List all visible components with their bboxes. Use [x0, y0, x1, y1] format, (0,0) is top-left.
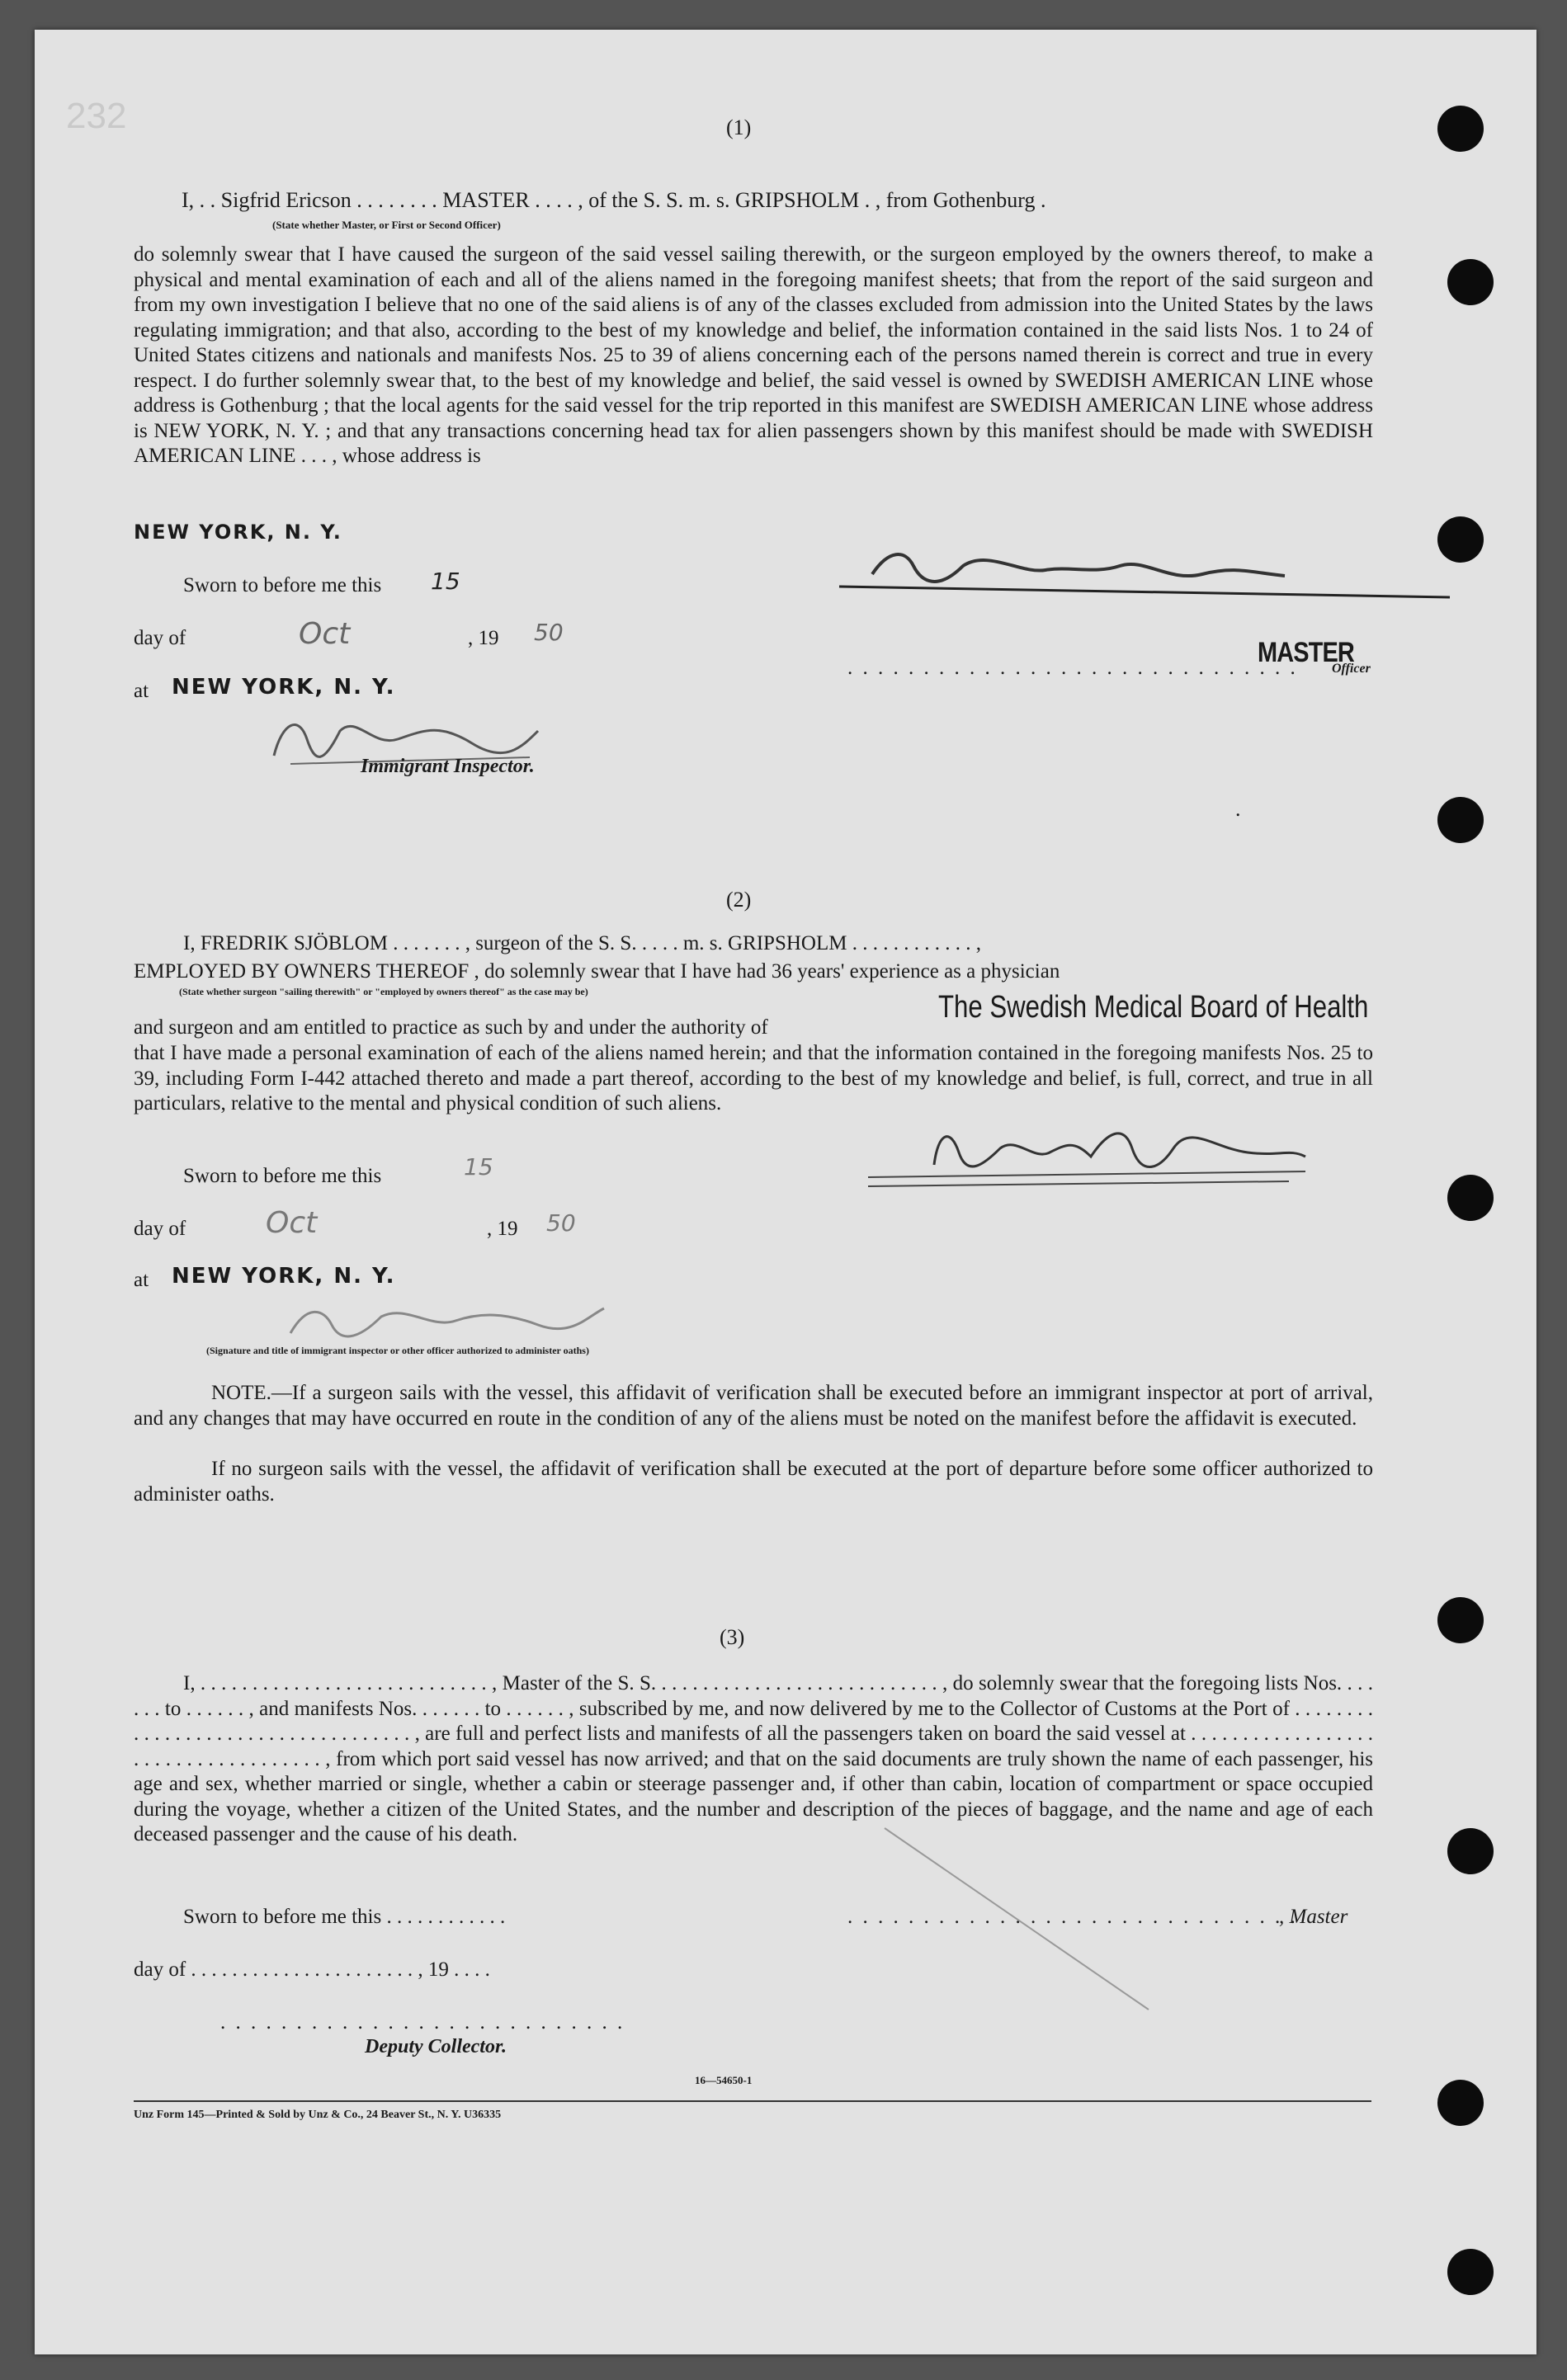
binder-hole [1447, 259, 1494, 305]
day-of-label: day of [134, 627, 186, 649]
at-place: NEW YORK, N. Y. [172, 675, 396, 700]
manifest-page [35, 30, 1536, 2354]
binder-hole [1437, 797, 1484, 843]
authority-line: and surgeon and am entitled to practice as such by and under the authority of [134, 1016, 768, 1039]
sworn-day: 15 [431, 568, 460, 595]
page-number: 232 [66, 96, 127, 136]
at-label: at [134, 1269, 149, 1291]
note-text-2: If no surgeon sails with the vessel, the affidavit of verification shall be executed at the port of departure before some officer authorized to administer oaths. [134, 1458, 1373, 1506]
inspector-signature [274, 1292, 621, 1350]
printer-footer: Unz Form 145—Printed & Sold by Unz & Co., 24 Beaver St., N. Y. U36335 [134, 2109, 502, 2121]
collector-label: Deputy Collector. [365, 2036, 507, 2057]
section-number: (1) [726, 115, 752, 139]
agent-address: NEW YORK, N. Y. [134, 521, 342, 544]
sworn-label: Sworn to before me this [183, 1165, 382, 1187]
sworn-label: Sworn to before me this [183, 574, 382, 596]
binder-hole [1447, 1175, 1494, 1221]
officer-label: Officer [1332, 662, 1371, 676]
day-of-label: day of [134, 1218, 186, 1240]
master-stamp: MASTER [1258, 637, 1354, 668]
collector-dotted: . . . . . . . . . . . . . . . . . . . . . . . . . . . [220, 2011, 625, 2034]
officer-note: (State whether Master, or First or Second Officer) [272, 219, 501, 231]
binder-hole [1437, 1597, 1484, 1643]
authority-name: The Swedish Medical Board of Health [938, 990, 1369, 1025]
year-prefix: , 19 [468, 627, 499, 649]
surgeon-oath-opening-a: I, FREDRIK SJÖBLOM . . . . . . . , surgeon of the S. S. . . . . m. s. GRIPSHOLM . . . . . . . . . . . . , [183, 932, 981, 954]
surgeon-note: (State whether surgeon "sailing therewith" or "employed by owners thereof" as the case may be) [179, 986, 588, 997]
sworn-label: Sworn to before me this . . . . . . . . . . . . [183, 1906, 506, 1928]
form-code: 16—54650-1 [695, 2074, 753, 2086]
year-prefix: , 19 [487, 1218, 518, 1240]
surgeon-oath-body: that I have made a personal examination of each of the aliens named herein; and that the information contained in the foregoing manifests Nos. 25 to 39, including Form I-442 attached thereto and made a part thereof, according to the best of my knowledge and belief, is full, correct, and true in all particulars, relative to the mental and physical condition of such aliens. [134, 1042, 1373, 1115]
sworn-day: 15 [464, 1153, 493, 1181]
footer-rule [134, 2100, 1371, 2102]
master-signature-dotted: . . . . . . . . . . . . . . . . . . . . . . . . . . . . . . [847, 657, 1298, 679]
master-oath-opening: I, . . Sigfrid Ericson . . . . . . . . MASTER . . . . , of the S. S. m. s. GRIPSHOLM . , from Gothenburg . [182, 188, 1046, 212]
binder-hole [1447, 2249, 1494, 2295]
year-suffix: 50 [534, 619, 564, 646]
binder-hole [1437, 106, 1484, 152]
surgeon-oath-opening-b: EMPLOYED BY OWNERS THEREOF , do solemnly swear that I have had 36 years' experience as a physician [134, 960, 1060, 983]
separator-dot: . [1235, 797, 1241, 821]
signature-note: (Signature and title of immigrant inspector or other officer authorized to administer oaths) [206, 1345, 589, 1356]
day-of-month: Oct [299, 617, 351, 651]
day-of-month: Oct [266, 1206, 318, 1240]
master-oath-body: do solemnly swear that I have caused the surgeon of the said vessel sailing therewith, or the surgeon employed by the owners thereof, to make a physical and mental examination of each and all of the aliens named in the foregoing manifest sheets; that from the report of the said surgeon and from my own investigation I believe that no one of the said aliens is of any of the classes excluded from admission into the United States by the laws regulating immigration; and that also, according to the best of my knowledge and belief, the information contained in the said lists Nos. 1 to 24 of United States citizens and nationals and manifests Nos. 25 to 39 of aliens concerning each of the persons named therein is correct and true in every respect. I do further solemnly swear that, to the best of my knowledge and belief, the said vessel is owned by SWEDISH AMERICAN LINE whose address is Gothenburg ; that the local agents for the said vessel for the trip reported in this manifest are SWEDISH AMERICAN LINE whose address is NEW YORK, N. Y. ; and that any transactions concerning head tax for alien passengers shown by this manifest should be made with SWEDISH AMERICAN LINE . . . , whose address is [134, 243, 1373, 467]
binder-hole [1447, 1828, 1494, 1874]
section-number: (3) [720, 1625, 745, 1649]
collector-oath-body: I, . . . . . . . . . . . . . . . . . . . . . . . . . . . . , Master of the S. S. . . . . . . . . . . . . . . . . . . . . . . . . . . . , do solemnly swear that the foregoing lists Nos. . . . . . . to . . . . . . , and manifests Nos. . . . . . . to . . . . . . , subscribed by me, and now delivered by me to the Collector of Customs at the Port of . . . . . . . . . . . . . . . . . . . . . . . . . . . . . . . . . . . , are full and perfect lists and manifests of all the passengers taken on board the said vessel at . . . . . . . . . . . . . . . . . . . . . . . . . . . . . . . . . . . . , from which port said vessel has now arrived; and that on the said documents are truly shown the name of each passenger, his age and sex, whether married or single, whether a cabin or steerage passenger and, if other than cabin, location of compartment or space occupied during the voyage, whether a citizen of the United States, and the number and description of the pieces of baggage, and the name and age of each deceased passenger and the cause of his death. [134, 1672, 1373, 1845]
surgeon-signature [860, 1115, 1322, 1198]
inspector-label: Immigrant Inspector. [361, 756, 535, 777]
at-place: NEW YORK, N. Y. [172, 1264, 396, 1289]
section-number: (2) [726, 888, 752, 912]
master-signature [823, 541, 1466, 607]
year-suffix: 50 [546, 1209, 576, 1237]
day-of-line: day of . . . . . . . . . . . . . . . . . . . . . . , 19 . . . . [134, 1958, 490, 1981]
stray-pencil-mark [876, 1820, 1305, 2018]
at-label: at [134, 680, 149, 702]
note-text-1: NOTE.—If a surgeon sails with the vessel, this affidavit of verification shall be executed before an immigrant inspector at port of arrival, and any changes that may have occurred en route in the condition of any of the aliens must be noted on the manifest before the affidavit is executed. [134, 1382, 1373, 1430]
binder-hole [1437, 2080, 1484, 2126]
master-label: , Master [1279, 1906, 1348, 1928]
master-signature-dotted: . . . . . . . . . . . . . . . . . . . . . . . . . . . . . . [847, 1906, 1298, 1928]
